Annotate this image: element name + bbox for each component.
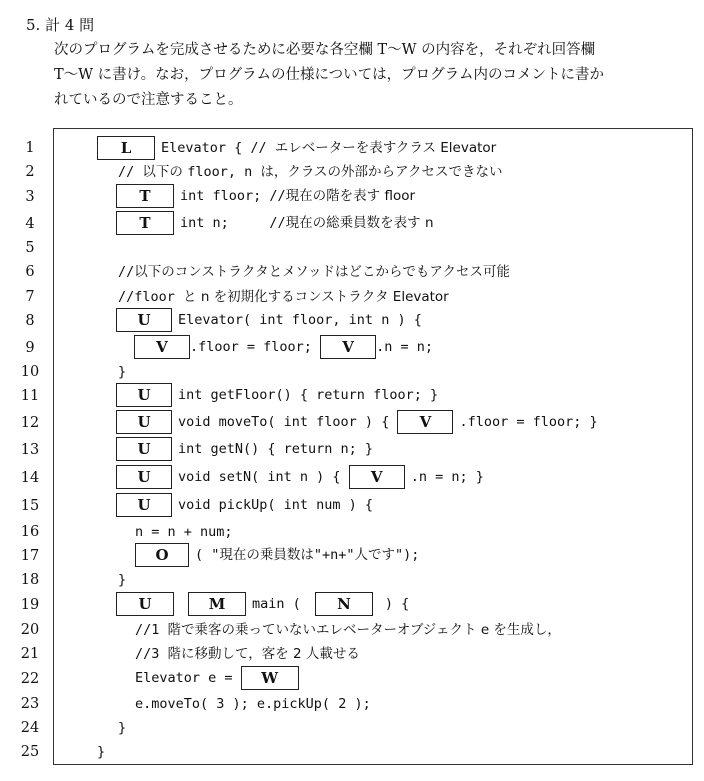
code-comment: エレベーターを表すクラス Elevator [274, 140, 497, 156]
answer-blank-N[interactable]: N [315, 592, 373, 616]
code-line-20 [135, 620, 561, 640]
code-line-22 [135, 666, 305, 690]
code-text: //1 [135, 622, 168, 638]
code-line-25 [97, 742, 105, 762]
line-number: 14 [20, 470, 40, 486]
code-text: e.moveTo( 3 ); e.pickUp( 2 ); [135, 696, 371, 712]
answer-blank-U[interactable]: U [116, 383, 172, 407]
code-string: 人です [354, 547, 396, 563]
code-text: // [118, 164, 143, 180]
code-line-13 [116, 437, 373, 461]
line-number: 21 [20, 646, 40, 662]
problem-points: 計 4 問 [45, 16, 95, 34]
code-text: .n = n; [376, 339, 433, 355]
code-line-4 [116, 211, 434, 235]
code-comment: 現在の階を表す floor [285, 188, 416, 204]
answer-blank-W[interactable]: W [241, 666, 299, 690]
code-line-18 [118, 570, 126, 590]
code-text: .floor = floor; [190, 339, 312, 355]
line-number: 2 [25, 164, 35, 180]
line-number: 3 [25, 189, 35, 205]
answer-blank-M[interactable]: M [188, 592, 246, 616]
answer-blank-V[interactable]: V [320, 335, 376, 359]
code-text: "+n+" [313, 547, 355, 563]
code-line-10 [118, 362, 126, 382]
line-number: 1 [25, 140, 35, 156]
code-text: // [118, 264, 135, 280]
problem-intro [54, 38, 694, 113]
code-comment: 階に移動して，客を 2 人載せる [167, 646, 360, 662]
answer-blank-U[interactable]: U [116, 465, 172, 489]
code-text: int getFloor() { return floor; } [178, 387, 439, 403]
code-line-24 [118, 718, 126, 738]
code-line-19 [116, 592, 409, 616]
code-line-8 [116, 308, 422, 332]
code-string: 現在の乗員数は [219, 547, 314, 563]
line-number: 25 [20, 744, 40, 760]
intro-line: T〜W に書け。なお，プログラムの仕様については，プログラム内のコメントに書か [54, 67, 605, 83]
code-comment: 以下のコンストラクタとメソッドはどこからでもアクセス可能 [134, 264, 510, 280]
code-line-11 [116, 383, 438, 407]
code-line-2 [118, 162, 503, 182]
code-line-15 [116, 493, 373, 517]
answer-blank-U[interactable]: U [116, 410, 172, 434]
code-comment: と n を初期化するコンストラクタ Elevator [183, 289, 449, 305]
code-line-17 [135, 543, 419, 567]
answer-blank-U[interactable]: U [116, 493, 172, 517]
line-number: 23 [20, 696, 40, 712]
code-line-21 [135, 644, 360, 664]
code-text: } [97, 744, 106, 760]
intro-line: れているので注意すること。 [54, 92, 243, 108]
answer-blank-U[interactable]: U [116, 437, 172, 461]
code-text: } [118, 572, 127, 588]
line-number: 9 [25, 340, 35, 356]
code-text: void setN( int n ) { [178, 469, 341, 485]
line-number: 6 [25, 264, 35, 280]
problem-header [26, 14, 94, 36]
code-comment: 現在の総乗員数を表す n [285, 215, 434, 231]
answer-blank-O[interactable]: O [135, 543, 189, 567]
code-text: } [118, 720, 127, 736]
answer-blank-V[interactable]: V [134, 335, 190, 359]
code-text: Elevator( int floor, int n ) { [178, 312, 422, 328]
code-text: floor, n [187, 164, 261, 180]
code-text: //3 [135, 646, 168, 662]
code-text: Elevator { // [161, 140, 275, 156]
code-text: ) { [384, 596, 410, 612]
code-comment: 階で乗客の乗っていないエレベーターオブジェクト e を生成し， [167, 622, 561, 638]
code-text: Elevator e = [135, 670, 233, 686]
line-number: 15 [20, 498, 40, 514]
code-text: int floor; // [180, 188, 286, 204]
answer-blank-T[interactable]: T [116, 184, 174, 208]
line-number: 7 [25, 289, 35, 305]
answer-blank-U[interactable]: U [116, 592, 174, 616]
code-line-7 [118, 287, 449, 307]
code-text: } [118, 364, 127, 380]
line-number: 20 [20, 622, 40, 638]
code-text: .floor = floor; } [459, 414, 598, 430]
code-text: "); [395, 547, 420, 563]
line-number: 13 [20, 442, 40, 458]
answer-blank-V[interactable]: V [397, 410, 453, 434]
code-comment: 以下の [142, 164, 188, 180]
line-number: 5 [25, 240, 35, 256]
line-number: 12 [20, 415, 40, 431]
line-number: 24 [20, 720, 40, 736]
code-line-1 [97, 136, 496, 160]
code-text: int n; // [180, 215, 286, 231]
code-text: .n = n; } [410, 469, 484, 485]
code-text: //floor [118, 289, 184, 305]
code-line-9 [134, 335, 433, 359]
code-text: int getN() { return n; } [178, 441, 374, 457]
code-text: main ( [252, 596, 301, 612]
line-number: 19 [20, 597, 40, 613]
line-number: 4 [25, 216, 35, 232]
problem-number: 5. [26, 16, 41, 34]
code-comment: は，クラスの外部からアクセスできない [260, 164, 503, 180]
code-line-16 [135, 522, 233, 542]
line-number: 11 [20, 388, 40, 404]
code-text: void moveTo( int floor ) { [178, 414, 390, 430]
line-number: 17 [20, 548, 40, 564]
code-line-3 [116, 184, 415, 208]
answer-blank-V[interactable]: V [349, 465, 405, 489]
answer-blank-L[interactable]: L [97, 136, 155, 160]
intro-line: 次のプログラムを完成させるために必要な各空欄 T〜W の内容を，それぞれ回答欄 [54, 42, 596, 58]
code-line-14 [116, 465, 484, 489]
line-number: 22 [20, 671, 40, 687]
code-text: ( " [195, 547, 220, 563]
code-line-6 [118, 262, 510, 282]
code-text: void pickUp( int num ) { [178, 497, 374, 513]
line-number: 18 [20, 572, 40, 588]
code-line-23 [135, 694, 371, 714]
answer-blank-U[interactable]: U [116, 308, 172, 332]
line-number: 8 [25, 313, 35, 329]
code-text: n = n + num; [135, 524, 233, 540]
line-number: 16 [20, 524, 40, 540]
answer-blank-T[interactable]: T [116, 211, 174, 235]
code-line-12 [116, 410, 598, 434]
line-number: 10 [20, 364, 40, 380]
